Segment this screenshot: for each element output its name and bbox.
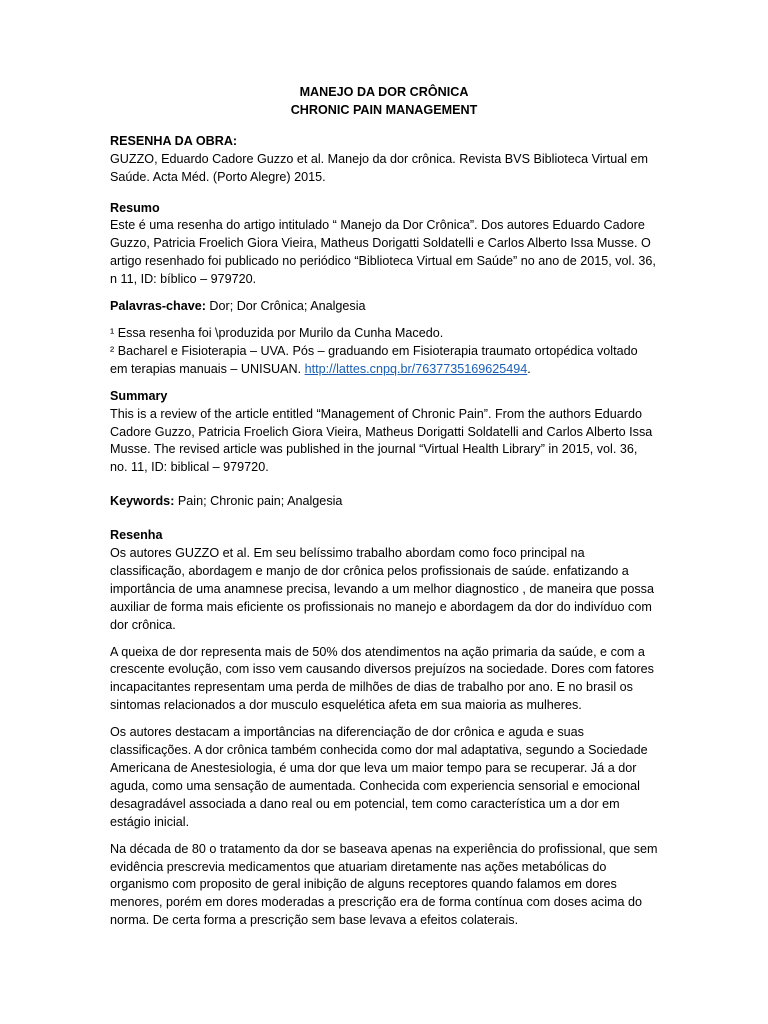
footnote-2 — [110, 343, 658, 379]
footnote-2-text: ² Bacharel e Fisioterapia – UVA. Pós – graduando em Fisioterapia traumato ortopédica voltado em terapias manuais – UNISUAN. — [110, 343, 638, 376]
document-body — [110, 84, 658, 930]
resenha-paragraph-4: Na década de 80 o tratamento da dor se baseava apenas na experiência do profissional, que sem evidência prescrevia medicamentos que atuariam diretamente nas ações metabólicas do organismo com proposito de geral inibição de alguns receptores quando falamos em dores menores, porém em dores moderadas a prescrição era de forma contínua com doses acima do norma. De certa forma a prescrição sem base levava a efeitos colaterais. — [110, 841, 658, 928]
resumo-text: Este é uma resenha do artigo intitulado “ Manejo da Dor Crônica”. Dos autores Eduardo Cadore Guzzo, Patricia Froelich Giora Vieira, Matheus Dorigatti Soldatelli e Carlos Alberto Issa Musse. O artigo resenhado foi publicado no periódico “Biblioteca Virtual em Saúde” no ano de 2015, vol. 36, n 11, ID: bíblico – 979720. — [110, 218, 656, 287]
title-english: CHRONIC PAIN MANAGEMENT — [290, 102, 478, 117]
keywords-text: Pain; Chronic pain; Analgesia — [174, 494, 343, 509]
palavras-chave-text: Dor; Dor Crônica; Analgesia — [205, 299, 366, 314]
resenha-paragraph-1: Os autores GUZZO et al. Em seu belíssimo trabalho abordam como foco principal na classificação, abordagem e manjo de dor crônica pelos profissionais de saúde. enfatizando a importância de uma anamnese precisa, levando a um melhor diagnostico , de maneira que possa auxiliar de forma mais eficiente os profissionais no manejo e abordagem da dor do indivíduo com dor crônica. — [110, 546, 654, 632]
summary-text: This is a review of the article entitled “Management of Chronic Pain”. From the authors Eduardo Cadore Guzzo, Patricia Froelich Giora Vieira, Matheus Dorigatti Soldatelli and Carlos Alberto Issa Musse. The revised article was published in the journal “Virtual Health Library” in 2015, vol. 36, no. 11, ID: biblical – 979720. — [110, 406, 653, 475]
resenha-paragraph-3: Os autores destacam a importâncias na diferenciação de dor crônica e aguda e suas classificações. A dor crônica também conhecida como dor mal adaptativa, segundo a Sociedade Americana de Anestesiologia, é uma dor que leva um maior tempo para se recuperar. Já a dor aguda, como uma sensação de aumentada. Conhecida com experiencia sensorial e emocional desagradável associada a dano real ou em potencial, tem como característica um a dor em estágio inicial. — [110, 725, 648, 829]
palavras-chave-label: Palavras-chave: — [110, 299, 206, 314]
resenha-heading: Resenha — [110, 528, 163, 543]
palavras-chave-line — [110, 298, 658, 316]
summary-heading: Summary — [110, 388, 168, 403]
footnote-1: ¹ Essa resenha foi \produzida por Murilo da Cunha Macedo. — [110, 325, 444, 340]
review-citation: GUZZO, Eduardo Cadore Guzzo et al. Manejo da dor crônica. Revista BVS Biblioteca Virtual em Saúde. Acta Méd. (Porto Alegre) 2015. — [110, 151, 649, 184]
footnote-2-suffix: . — [527, 361, 531, 376]
lattes-link[interactable]: http://lattes.cnpq.br/7637735169625494 — [304, 361, 528, 376]
title-portuguese: MANEJO DA DOR CRÔNICA — [299, 85, 469, 99]
review-heading: RESENHA DA OBRA: — [110, 133, 238, 148]
keywords-line — [110, 493, 658, 511]
keywords-label: Keywords: — [110, 494, 175, 509]
resumo-heading: Resumo — [110, 200, 160, 215]
resenha-paragraph-2: A queixa de dor representa mais de 50% dos atendimentos na ação primaria da saúde, e com a crescente evolução, com isso vem causando diversos prejuízos na sociedade. Dores com fatores incapacitantes representam uma perda de milhões de dias de trabalho por ano. E no brasil os sintomas relacionados a dor musculo esquelética afeta em sua maioria as mulheres. — [110, 644, 654, 713]
